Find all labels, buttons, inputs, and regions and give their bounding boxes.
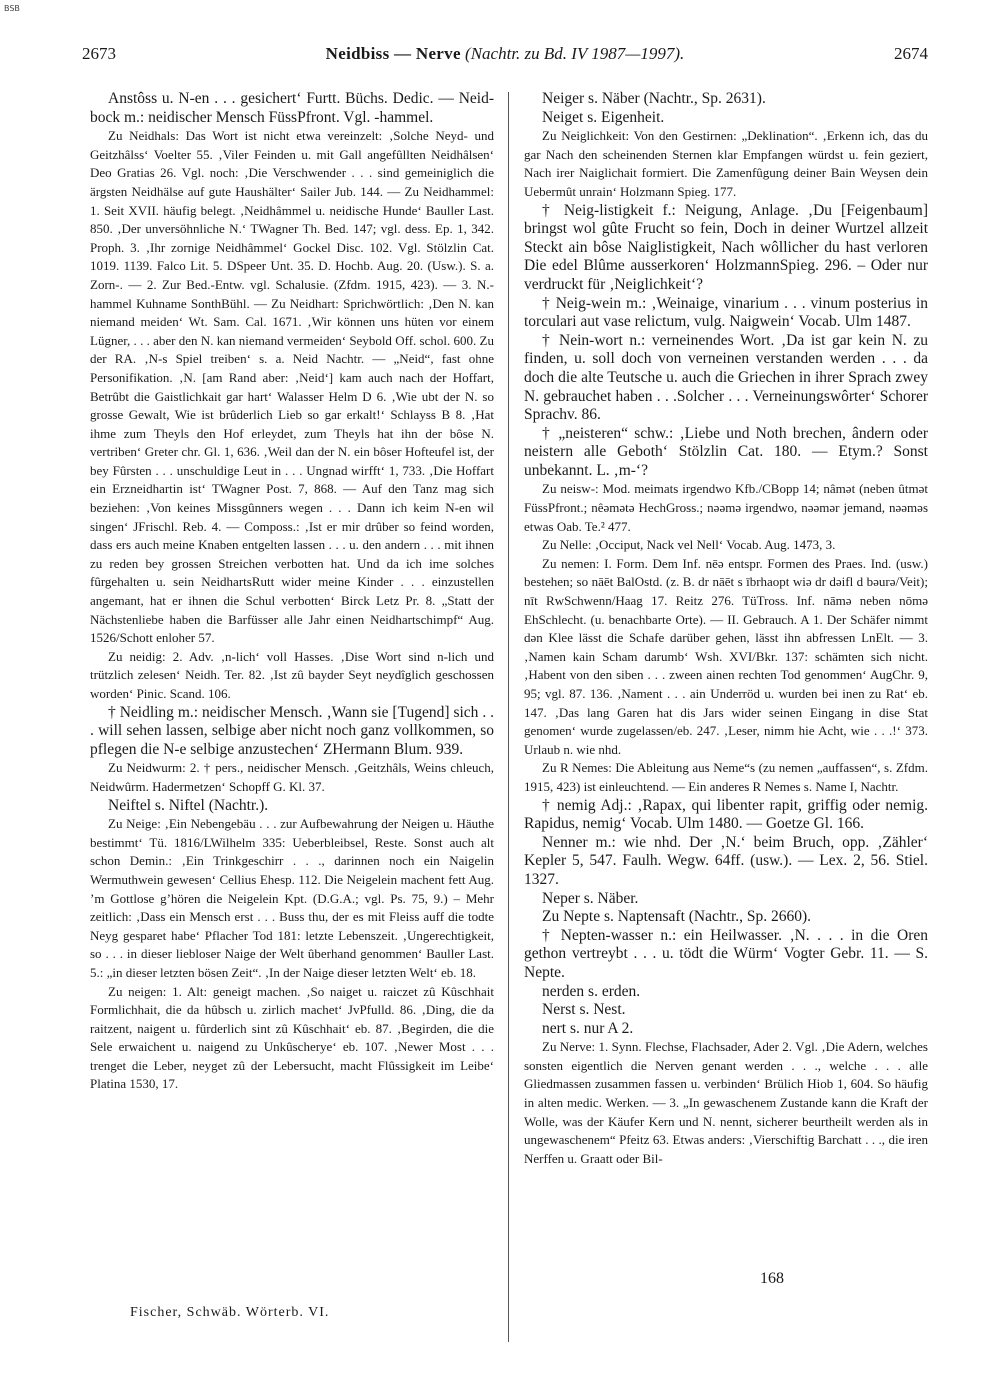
running-title bbox=[82, 44, 928, 64]
dictionary-entry: Zu Nerve: 1. Synn. Flechse, Flachsader, Ader 2. Vgl. ‚Die Adern, welches sonsten eigentlich die Nerven genant werden . . ., welche . . . alle Gliedmassen zusammen fassen u. verbinden‘ Brülich Hiob 1, 604. So häufig in alten medic. Werken. — 3. „In gewaschenem Zustande kann die Kraft der Wolle, was der Käufer Kern und N. nennt, sicherer beurtheilt werden als in ungewaschenem“ Pfeitz 63. Etwas anders: ‚Vierschiftig Barchatt . . ., die iren Nerffen u. Graatt oder Bil- bbox=[524, 1039, 928, 1166]
dictionary-entry: nert s. nur A 2. bbox=[542, 1019, 634, 1037]
dictionary-entry: † Nepten-wasser n.: ein Heilwasser. ‚N. . . . in die Oren gethon vertreybt . . . u. tödt die Würm‘ Vogter Gebr. 11. — S. Nepte. bbox=[524, 926, 928, 981]
running-title-supplement: (Nachtr. zu Bd. IV 1987—1997). bbox=[465, 44, 685, 63]
dictionary-entry: Zu Neige: ‚Ein Nebengebäu . . . zur Aufbewahrung der Neigen u. Häuthe bestimmt‘ Tü. 1816/LWilhelm 335: Ueberbleibsel, Reste. Sonst auch alt schon Demin.: ‚Ein Trinkgeschirr . . ., darinnen noch ein Naigelin Wermuthwein gewesen‘ Cellius Ehesp. 112. Die Neigelein machent fett Aug. ’m Gottlose gʼhören die Neigelein Kpt. (D.G.A.; vgl. Ps. 75, 9.) – Mehr zeitlich: ‚Dass ein Mensch erst . . . Buss thu, der es mit Fleiss auff die todte Neyg gesparet habe‘ Pflacher Tod 181: letzte Lebenszeit. ‚Ungerechtigkeit, so . . . in dieser liebloser Naige der Welt ûberhand genommen‘ Bauller Last. 5.: „in dieser letzten bösen Zeit“. ‚In der Naige dieser letzten Welt‘ eb. 18. bbox=[90, 816, 494, 980]
dictionary-entry: † Neig-wein m.: ‚Weinaige, vinarium . . . vinum posterius in torculari aut vase relictum, vulg. Naigwein‘ Vocab. Ulm 1487. bbox=[524, 294, 928, 331]
page-number-right: 2674 bbox=[894, 44, 928, 63]
page-header bbox=[82, 44, 928, 70]
dictionary-entry: † nemig Adj.: ‚Rapax, qui libenter rapit, griffig oder nemig. Rapidus, nemig‘ Vocab. Ulm 1480. — Goetze Gl. 166. bbox=[524, 796, 928, 833]
dictionary-entry: † Neig-listigkeit f.: Neigung, Anlage. ‚Du [Feigenbaum] bringst wol gûte Frucht so fein, Doch in deiner Wurtzel allzeit Steckt ain bôse Naiglistigkeit, Nach wôllicher du hast verloren Die edel Blûme ausserkoren‘ HolzmannSpieg. 296. – Oder nur verdruckt für ‚Neiglichkeit‘? bbox=[524, 201, 928, 293]
dictionary-entry: Zu neidig: 2. Adv. ‚n-lich‘ voll Hasses. ‚Dise Wort sind n-lich und trützlich zelesen‘ Neidh. Ter. 82. ‚Ist zû bayder Seyt neydîglich geschossen worden‘ Pinic. Scand. 106. bbox=[90, 648, 494, 701]
dictionary-entry: Zu Neidwurm: 2. † pers., neidischer Mensch. ‚Geitzhâls, Weins chleuch, Neidwûrm. Hadermetzen‘ Schopff G. Kl. 37. bbox=[90, 760, 494, 794]
dictionary-entry: Zu nemen: I. Form. Dem Inf. nēə entspr. Formen des Praes. Ind. (usw.) bestehen; so nāēt BalOstd. (z. B. dr nāēt s ībrhaopt wiə dr dəifl d bəurə/Veit); nīt RwSchwenn/Haag 17. Reitz 276. TüTross. Inf. nāmə neben nōmə EhSchlecht. (u. benachbarte Orte). — II. Gebrauch. A 1. Der Schäfer nimmt dən Klee lässt die Schafe darüber gehen, lässt ihn abfressen LnElt. — 3. ‚Namen kain Scham darumb‘ Wsh. XVI/Bkr. 137: schämten sich nicht. ‚Habent von den siben . . . zween ainen rechten Tod genommen‘ AugChr. 9, 95; vgl. 87. 136. ‚Nament . . . ain Underröd u. wurden bei inen zu Rat‘ eb. 147. ‚Das lang Garen hat dis Jars wider seinen Eingang in dise Stat genomen‘ wurde zugelassen/eb. 247. ‚Leser, nimm hie Acht, wie . . .!‘ 373. Urlaub n. wie nhd. bbox=[524, 555, 928, 757]
right-column bbox=[524, 90, 928, 1168]
page-number-left: 2673 bbox=[82, 44, 116, 63]
dictionary-entry: Nerst s. Nest. bbox=[542, 1001, 626, 1019]
footer-imprint: Fischer, Schwäb. Wörterb. VI. bbox=[130, 1305, 330, 1320]
dictionary-entry: Zu R Nemes: Die Ableitung aus Neme“s (zu nemen „auffassen“, s. Zfdm. 1915, 423) ist einleuchtend. — Ein anderes R Nemes s. Name I, Nachtr. bbox=[524, 760, 928, 794]
dictionary-entry: Zu Neidhals: Das Wort ist nicht etwa vereinzelt: ‚Solche Neyd- und Geitzhâlss‘ Voelter 55. ‚Viler Feinden u. mit Gall angefûllten Neidhâlsen‘ Deo Gratias 26. Vgl. noch: ‚Die Verschwender . . . sind gemeiniglich die ärgsten Neidhälse auf gute Haushälter‘ Sailer Jub. 144. — Zu Neidhammel: 1. Seit XVII. häufig belegt. ‚Neidhâmmel u. neidische Hunde‘ Bauller Last. 850. ‚Der unversöhnliche N.‘ TWagner Th. Bed. 147; vgl. dess. Ep. 1, 342. Proph. 3. ‚Ihr zornige Neidhâmmel‘ Gockel Disc. 102. Vgl. Stölzlin Cat. 1019. 1139. Falco Lit. 5. DSpeer Unt. 35. D. Hochb. Aug. 20. (Usw.). S. a. Zorn-. — 2. Zur Bed.-Entw. vgl. Schalusie. (Zfdm. 1915, 423). — 3. N.-hammel Kuhname SonthBühl. — Zu Neidhart: Sprichwörtlich: ‚Den N. kan niemand meiden‘ Wt. Sam. Cal. 1671. ‚Wir können uns hüten vor einem Lügner, . . . aber den N. kan niemand vermeiden‘ Seybold Off. schol. 600. Zu der RA. ‚N-s Spiel treiben‘ s. a. Neid Nachtr. — „Neid“, fast ohne Personifikation. ‚N. [am Rand aber: ‚Neid‘] kam auch nach der Hoffart, Betrûbt die Gaistlichkait gar hart‘ Walasser Helm D 6. ‚Wie ubt der N. so grosse Gewalt, Wie ist brûderlich Lieb so gar erkalt!‘ Schlayss B 8. ‚Hat ihme zum Theyls den Hof erleydet, zum Theyls hat ihn der bôse N. vertriben‘ Greter chr. Gl. 1, 636. ‚Weil dan der N. ein bôser Hofteufel ist, der bey Fûrsten . . . unschuldige Leut in . . . Ungnad wirfft‘ 1, 733. ‚Die Hoffart ein Erzneidhartin ist‘ TWagner Post. 7, 868. — Auf den Tanz mag sich beziehen: ‚Von keines Missgûnners wegen . . . Dann ich keim N-en wil singen‘ JFrischl. Reb. 4. — Composs.: ‚Ist er mir drûber so feind worden, dass ers auch meine Knaben entgelten lassen . . . u. den andern . . . mit ihnen zu reden bey grossen Streichen verbotten hat. Und da ich ime solches fûrgehalten u. sein NeidhartsRutt wider meine Kinder . . . einzustellen angemant, hat er ihnen die Schul verbotten‘ Birck Letz Pr. 8. „Statt der Nächstenliebe haben die Barfüsser alle Jahr einen Neidhartschimpf“ Aug. 1526/Schott enloher 57. bbox=[90, 128, 494, 646]
dictionary-entry: Neiget s. Eigenheit. bbox=[542, 108, 665, 126]
dictionary-entry: Neiger s. Näber (Nachtr., Sp. 2631). bbox=[542, 90, 766, 107]
dictionary-entry: † Nein-wort n.: verneinendes Wort. ‚Da ist gar kein N. zu finden, u. soll doch von verneinen verstanden werden . . . da doch die alte Teutsche u. auch die Griechen in ihrer Sprach zwey N. gebrauchet haben . . .Solcher . . . Verneinungswôrter‘ Schorer Sprachv. 86. bbox=[524, 331, 928, 424]
dictionary-entry: Neper s. Näber. bbox=[542, 889, 639, 907]
dictionary-entry: Zu neisw-: Mod. meimats irgendwo Kfb./CBopp 14; nâmət (neben ûtmət FüssPfront.; nêəmətə HechGross.; nəəmə irgendwo, nəəmər jemand, nəəməs etwas Oab. Te.² 477. bbox=[524, 481, 928, 534]
dictionary-entry: Zu Neiglichkeit: Von den Gestirnen: „Deklination“. ‚Erkenn ich, das du gar Nach den scheinenden Sternen klar Empfangen würdst u. fein geziert, Nach irer Naiglichait formiert. Die Zamenfûgung deiner Bain Weysen dein Uebermût unrain‘ Holzmann Spieg. 177. bbox=[524, 128, 928, 199]
dictionary-entry: Anstôss u. N-en . . . gesichert‘ Furtt. Büchs. Dedic. — Neid-bock m.: neidischer Mensch FüssPfront. Vgl. -hammel. bbox=[90, 90, 494, 126]
sheet-number: 168 bbox=[760, 1270, 784, 1287]
library-stamp: BSB bbox=[4, 4, 20, 13]
dictionary-entry: Zu Nepte s. Naptensaft (Nachtr., Sp. 2660). bbox=[542, 908, 812, 926]
left-column bbox=[90, 90, 494, 1094]
dictionary-entry: Nenner m.: wie nhd. Der ‚N.‘ beim Bruch, opp. ‚Zähler‘ Kepler 5, 547. Faulh. Wegw. 64ff. (usw.). — Lex. 2, 56. Stiel. 1327. bbox=[524, 833, 928, 888]
column-divider bbox=[508, 92, 509, 1342]
dictionary-entry: Neiftel s. Niftel (Nachtr.). bbox=[108, 796, 269, 814]
dictionary-entry: † „neisteren“ schw.: ‚Liebe und Noth brechen, ândern oder neistern alle Geboth‘ Stölzlin Cat. 180. — Etym.? Sonst unbekannt. L. ‚m-‘? bbox=[524, 424, 928, 479]
running-title-headwords: Neidbiss — Nerve bbox=[325, 44, 461, 63]
dictionary-entry: † Neidling m.: neidischer Mensch. ‚Wann sie [Tugend] sich . . . will sehen lassen, selbige aber nicht noch ganz vollkommen, so pflegen die N-e selbige anzustechen‘ ZHermann Blum. 939. bbox=[90, 703, 494, 758]
dictionary-entry: nerden s. erden. bbox=[542, 982, 641, 1000]
dictionary-entry: Zu Nelle: ‚Occiput, Nack vel Nell‘ Vocab. Aug. 1473, 3. bbox=[542, 537, 836, 553]
dictionary-entry: Zu neigen: 1. Alt: geneigt machen. ‚So naiget u. raiczet zû Kûschhait Formlichhait, die da hûbsch u. zirlich machet‘ JvPfulld. 86. ‚Ding, die da raitzent, naigent u. fûrderlich sint zû Kûschhait‘ eb. 87. ‚Begirden, die die Sele erwaichent u. naigend zu Unkûscherye‘ eb. 107. ‚Newer Most . . . trenget die Leber, neyget zû der Lebersucht, macht Flûssigkeit im Leibe‘ Platina 1530, 17. bbox=[90, 983, 494, 1092]
